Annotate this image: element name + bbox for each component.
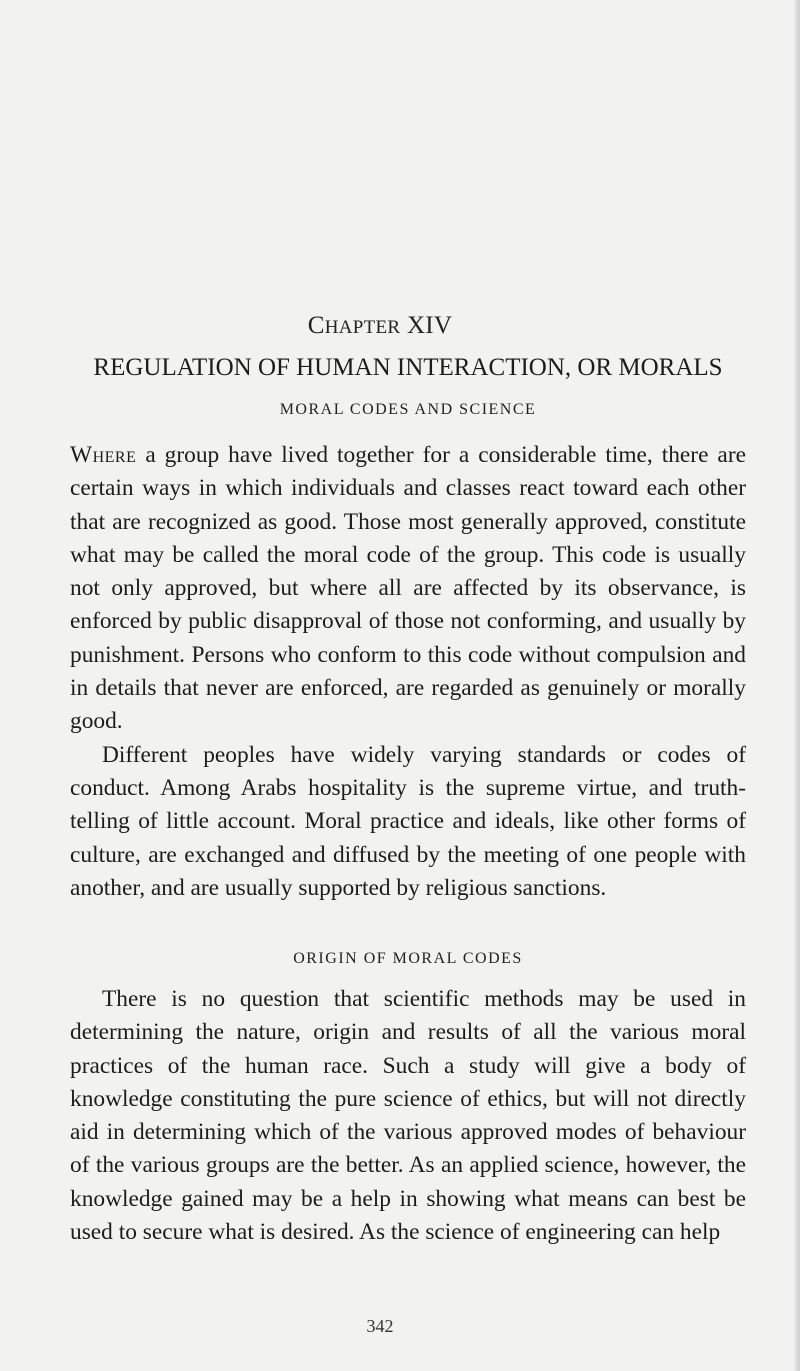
page-number: 342	[366, 1316, 394, 1336]
paragraph	[70, 439, 746, 739]
section-heading-moral-codes-and-science: MORAL CODES AND SCIENCE	[279, 401, 537, 418]
chapter-label-initial: C	[307, 312, 325, 339]
section-heading-origin-of-moral-codes: ORIGIN OF MORAL CODES	[293, 950, 523, 967]
paragraph-text: There is no question that scientific methods may be used in determining the nature, origin and results of all the various moral practices of the human race. Such a study will give a body of knowledge constituting the pure science of ethics, but will not directly aid in determining which of the various approved modes of behaviour of the various groups are the better. As an applied science, however, the knowledge gained may be a help in showing what means can best be used to secure what is desired. As the science of engineering can help	[70, 986, 746, 1246]
chapter-number: XIV	[406, 312, 453, 339]
chapter-label	[0, 312, 760, 340]
paragraph-text: a group have lived together for a considerable time, there are certain ways in which individuals and classes react toward each other that are recognized as good. Those most generally approved, constitute what may be called the moral code of the group. This code is usually not only approved, but where all are affected by its observance, is enforced by public disapproval of those not conforming, and usually by punishment. Persons who conform to this code without compulsion and in details that never are enforced, are regarded as genuinely or morally good.	[70, 442, 746, 735]
paragraph	[70, 739, 746, 905]
section-body-origin-of-moral-codes	[70, 983, 746, 1249]
chapter-label-rest: HAPTER	[324, 317, 401, 338]
chapter-title: REGULATION OF HUMAN INTERACTION, OR MORALS	[93, 354, 723, 381]
page-edge-shadow	[794, 0, 800, 1371]
section-body-moral-codes-and-science	[70, 439, 746, 905]
paragraph	[70, 983, 746, 1249]
paragraph-lead-word: Where	[70, 442, 137, 468]
paragraph-text: Different peoples have widely varying standards or codes of conduct. Among Arabs hospitality is the supreme virtue, and truth-telling of little account. Moral practice and ideals, like other forms of culture, are exchanged and diffused by the meeting of one people with another, and are usually supported by religious sanctions.	[70, 741, 746, 901]
